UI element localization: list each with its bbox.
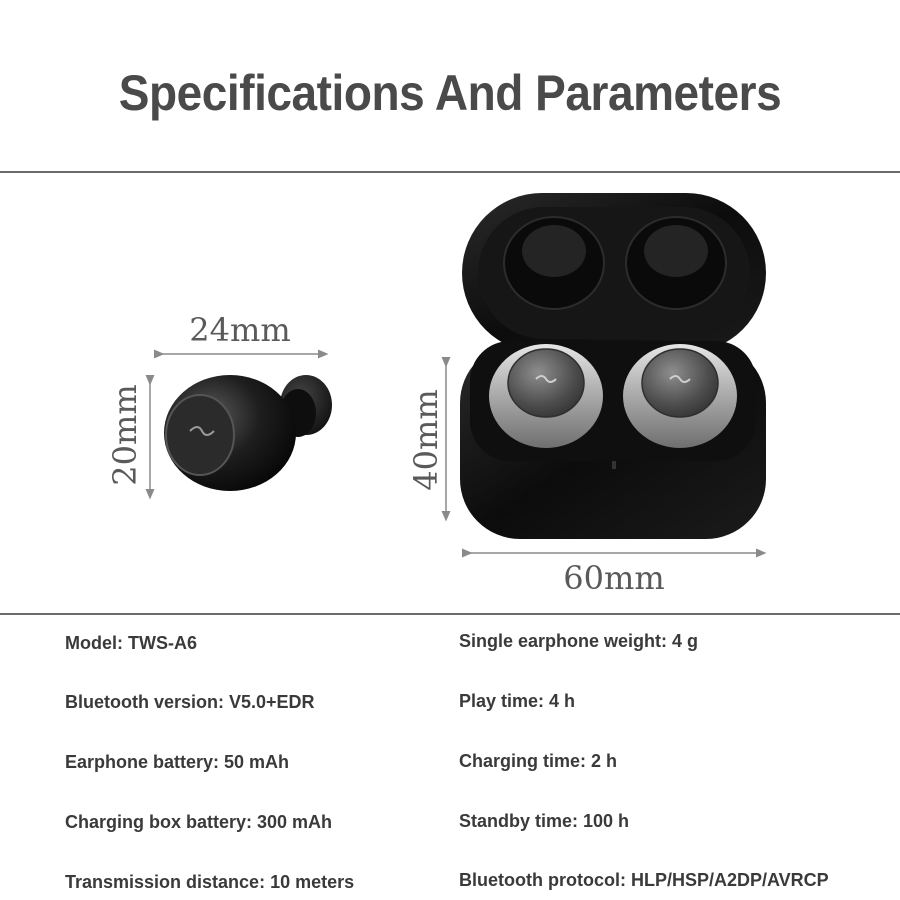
case-height-label: 40mm bbox=[407, 389, 445, 491]
spec-bluetooth-version: Bluetooth version: V5.0+EDR bbox=[65, 692, 315, 712]
charging-case-image bbox=[460, 193, 766, 539]
spec-list bbox=[0, 615, 900, 900]
spec-charging-time: Charging time: 2 h bbox=[459, 751, 618, 771]
page-title: Specifications And Parameters bbox=[118, 65, 782, 121]
case-width-label: 60mm bbox=[563, 559, 665, 597]
spec-bluetooth-protocol: Bluetooth protocol: HLP/HSP/A2DP/AVRCP bbox=[459, 870, 829, 890]
earbud-width-label: 24mm bbox=[189, 311, 291, 349]
spec-play-time: Play time: 4 h bbox=[459, 691, 576, 711]
earbud-height-label: 20mm bbox=[106, 384, 144, 486]
spec-transmission-distance: Transmission distance: 10 meters bbox=[65, 872, 355, 892]
product-figure bbox=[0, 173, 900, 613]
spec-model: Model: TWS-A6 bbox=[65, 633, 197, 653]
spec-earphone-battery: Earphone battery: 50 mAh bbox=[65, 752, 290, 772]
earbud-image bbox=[164, 375, 332, 491]
spec-earphone-weight: Single earphone weight: 4 g bbox=[459, 631, 699, 651]
spec-charging-box-battery: Charging box battery: 300 mAh bbox=[65, 812, 333, 832]
spec-standby-time: Standby time: 100 h bbox=[459, 811, 630, 831]
